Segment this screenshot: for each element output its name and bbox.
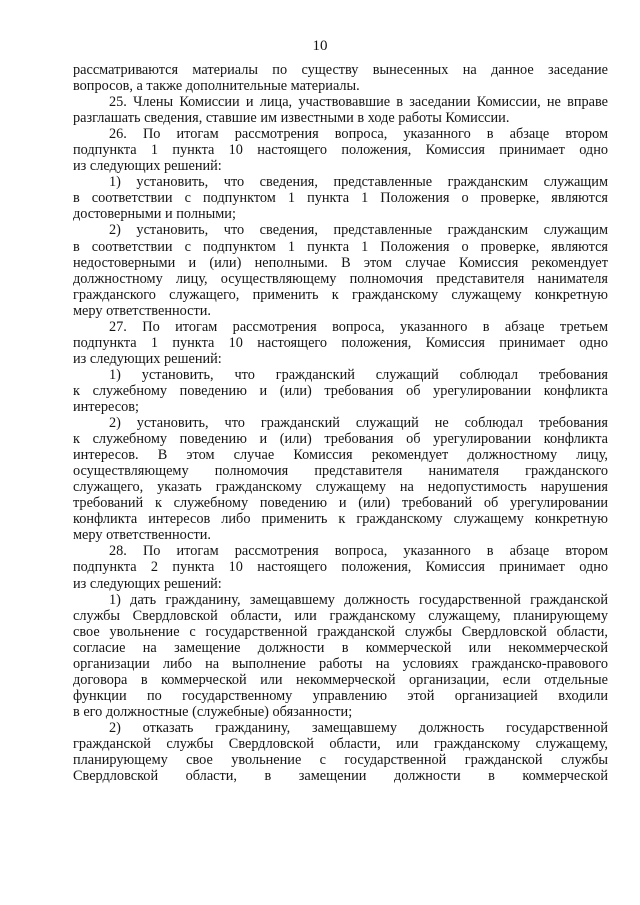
text-line: недостоверными и (или) неполными. В этом случае Комиссия рекомендует — [73, 254, 608, 271]
text-line: 28. По итогам рассмотрения вопроса, указанного в абзаце втором — [109, 543, 608, 560]
text-line: планирующему свое увольнение с государственной гражданской службы — [73, 752, 608, 769]
text-line: достоверными и полными; — [73, 206, 236, 223]
text-line: Свердловской области, в замещении должности в коммерческой — [73, 768, 608, 785]
text-line: должностному лицу, осуществляющему полномочия представителя нанимателя — [73, 270, 608, 287]
text-line: 2) отказать гражданину, замещавшему должность государственной — [109, 719, 608, 736]
text-line: 1) установить, что гражданский служащий соблюдал требования — [109, 366, 608, 383]
text-line: гражданской службы Свердловской области, или гражданскому служащему, — [73, 735, 608, 752]
text-line: свое увольнение с государственной гражданской службы Свердловской области, — [73, 623, 608, 640]
text-line: вопросов, а также дополнительные материалы. — [73, 78, 360, 95]
text-line: гражданского служащего, применить к гражданскому служащему конкретную — [73, 286, 608, 303]
text-line: из следующих решений: — [73, 158, 222, 175]
text-line: 27. По итогам рассмотрения вопроса, указанного в абзаце третьем — [109, 318, 608, 335]
text-line: в соответствии с подпунктом 1 пункта 1 Положения о проверке, являются — [73, 190, 608, 207]
text-line: осуществляющему полномочия представителя нанимателя гражданского — [73, 463, 608, 480]
text-line: к служебному поведению и (или) требования об урегулировании конфликта — [73, 382, 608, 399]
document-body — [73, 62, 608, 784]
text-line: разглашать сведения, ставшие им известными в ходе работы Комиссии. — [73, 110, 510, 127]
text-line: 2) установить, что сведения, представленные гражданским служащим — [109, 222, 608, 239]
text-line: согласие на замещение должности в коммерческой или некоммерческой — [73, 639, 608, 656]
text-line: интересов; — [73, 398, 139, 415]
text-line: требований к служебному поведению и (или) требований об урегулировании — [73, 495, 608, 512]
text-line: 2) установить, что гражданский служащий не соблюдал требования — [109, 415, 608, 432]
text-line: в его должностные (служебные) обязанности; — [73, 703, 353, 720]
text-line: подпункта 1 пункта 10 настоящего положения, Комиссия принимает одно — [73, 334, 608, 351]
text-line: организации либо на выполнение работы на условиях гражданско-правового — [73, 655, 608, 672]
text-line: в соответствии с подпунктом 1 пункта 1 Положения о проверке, являются — [73, 238, 608, 255]
text-line: конфликта интересов либо применить к гражданскому служащему конкретную — [73, 511, 608, 528]
text-line: подпункта 1 пункта 10 настоящего положения, Комиссия принимает одно — [73, 142, 608, 159]
text-line: меру ответственности. — [73, 302, 211, 319]
text-line: функции по государственному управлению этой организацией входили — [73, 687, 608, 704]
text-line: служащего, указать гражданскому служащему на недопустимость нарушения — [73, 479, 608, 496]
text-line: 25. Члены Комиссии и лица, участвовавшие в заседании Комиссии, не вправе — [109, 94, 608, 111]
text-line: 1) установить, что сведения, представленные гражданским служащим — [109, 174, 608, 191]
text-line: к служебному поведению и (или) требования об урегулировании конфликта — [73, 431, 608, 448]
text-line: службы Свердловской области, или гражданскому служащему, планирующему — [73, 607, 608, 624]
text-line: из следующих решений: — [73, 350, 222, 367]
text-line: интересов. В этом случае Комиссия рекомендует должностному лицу, — [73, 447, 608, 464]
text-line: 26. По итогам рассмотрения вопроса, указанного в абзаце втором — [109, 126, 608, 143]
text-line: меру ответственности. — [73, 527, 211, 544]
text-line: 1) дать гражданину, замещавшему должность государственной гражданской — [109, 591, 608, 608]
text-line: рассматриваются материалы по существу вынесенных на данное заседание — [73, 62, 608, 78]
text-line: подпункта 2 пункта 10 настоящего положения, Комиссия принимает одно — [73, 559, 608, 576]
text-line: договора в коммерческой или некоммерческой организации, если отдельные — [73, 671, 608, 688]
text-line: из следующих решений: — [73, 575, 222, 592]
page-number: 10 — [312, 38, 328, 54]
